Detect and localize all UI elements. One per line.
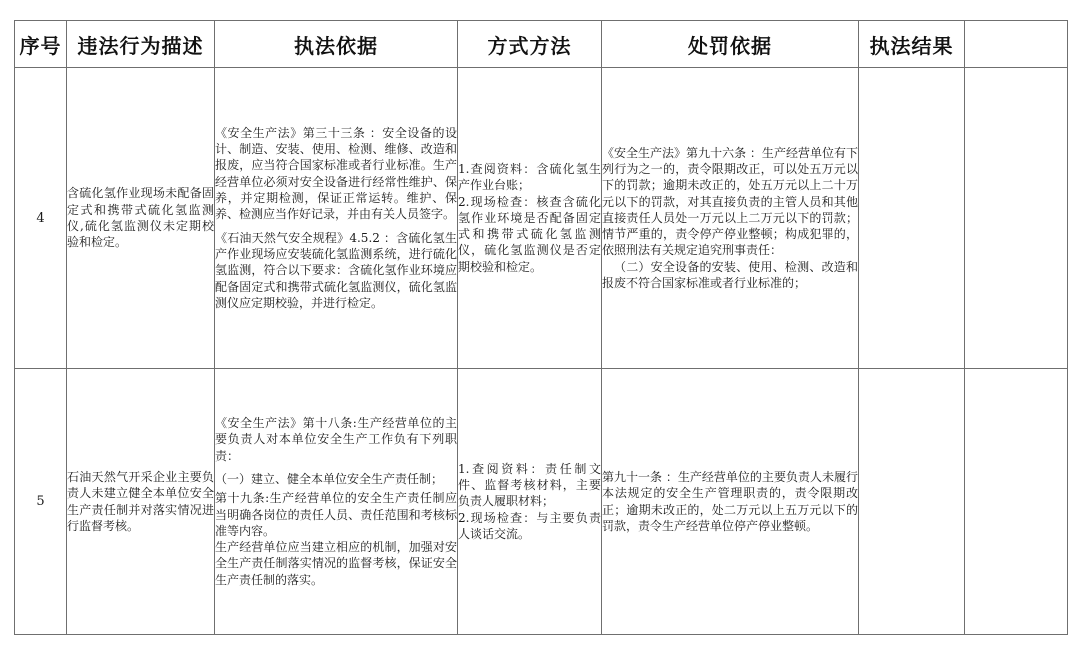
enforcement-result <box>859 68 965 369</box>
inspection-method <box>458 68 602 369</box>
method-item: 1.查阅资料：责任制文件、监督考核材料，主要负责人履职材料； <box>458 461 601 509</box>
header-method: 方式方法 <box>458 21 602 68</box>
method-item: 2.现场检查：核查含硫化氢作业环境是否配备固定式和携带式硫化氢监测仪，硫化氢监测仪是否定期校验和检定。 <box>458 194 601 274</box>
method-item: 2.现场检查：与主要负责人谈话交流。 <box>458 510 601 541</box>
enforcement-result <box>859 369 965 635</box>
enforcement-table <box>14 20 1068 635</box>
basis-paragraph: 《安全生产法》第十八条:生产经营单位的主要负责人对本单位安全生产工作负有下列职责： <box>215 416 457 463</box>
basis-paragraph: 生产经营单位应当建立相应的机制，加强对安全生产责任制落实情况的监督考核，保证安全生产责任制的落实。 <box>215 540 457 587</box>
violation-description: 含硫化氢作业现场未配备固定式和携带式硫化氢监测仪,硫化氢监测仪未定期校验和检定。 <box>67 68 215 369</box>
header-serial-number: 序号 <box>15 21 67 68</box>
method-item: 1.查阅资料：含硫化氢生产作业台账； <box>458 161 601 193</box>
header-enforcement-result: 执法结果 <box>859 21 965 68</box>
basis-paragraph: 第十九条:生产经营单位的安全生产责任制应当明确各岗位的责任人员、责任范围和考核标准等内容。 <box>215 491 457 538</box>
violation-description: 石油天然气开采企业主要负责人未建立健全本单位安全生产责任制并对落实情况进行监督考核。 <box>67 369 215 635</box>
row-number: 5 <box>15 369 67 635</box>
penalty-paragraph: 《安全生产法》第九十六条 ：生产经营单位有下列行为之一的，责令限期改正，可以处五万元以下的罚款；逾期未改正的，处五万元以上二十万元以下的罚款，对其直接负责的主管人员和其他直接责任人员处一万元以上二万元以下的罚款；情节严重的，责令停产停业整顿；构成犯罪的，依照刑法有关规定追究刑事责任： <box>602 145 858 258</box>
basis-paragraph: （一）建立、健全本单位安全生产责任制； <box>215 471 444 486</box>
penalty-paragraph: （二）安全设备的安装、使用、检测、改造和报废不符合国家标准或者行业标准的； <box>602 259 858 291</box>
header-violation-description: 违法行为描述 <box>67 21 215 68</box>
table-row <box>15 369 1068 635</box>
table-row <box>15 68 1068 369</box>
penalty-paragraph: 第九十一条 ：生产经营单位的主要负责人未履行本法规定的安全生产管理职责的，责令限期改正；逾期未改正的，处二万元以上五万元以下的罚款，责令生产经营单位停产停业整顿。 <box>602 469 858 533</box>
header-enforcement-basis: 执法依据 <box>215 21 458 68</box>
row-number: 4 <box>15 68 67 369</box>
extra-cell <box>965 68 1068 369</box>
penalty-basis <box>602 68 859 369</box>
basis-paragraph: 《石油天然气安全规程》4.5.2 ：含硫化氢生产作业现场应安装硫化氢监测系统，进行硫化氢监测，符合以下要求：含硫化氢作业环境应配备固定式和携带式硫化氢监测仪，硫化氢监测仪应定期校验，并进行检定。 <box>215 230 457 310</box>
header-row <box>15 21 1068 68</box>
enforcement-basis <box>215 369 458 635</box>
inspection-method <box>458 369 602 635</box>
header-blank <box>965 21 1068 68</box>
enforcement-basis <box>215 68 458 369</box>
extra-cell <box>965 369 1068 635</box>
penalty-basis <box>602 369 859 635</box>
header-penalty-basis: 处罚依据 <box>602 21 859 68</box>
basis-paragraph: 《安全生产法》第三十三条 ：安全设备的设计、制造、安装、使用、检测、维修、改造和报废，应当符合国家标准或者行业标准。生产经营单位必须对安全设备进行经常性维护、保养，并定期检测，保证正常运转。维护、保养、检测应当作好记录，并由有关人员签字。 <box>215 125 457 222</box>
